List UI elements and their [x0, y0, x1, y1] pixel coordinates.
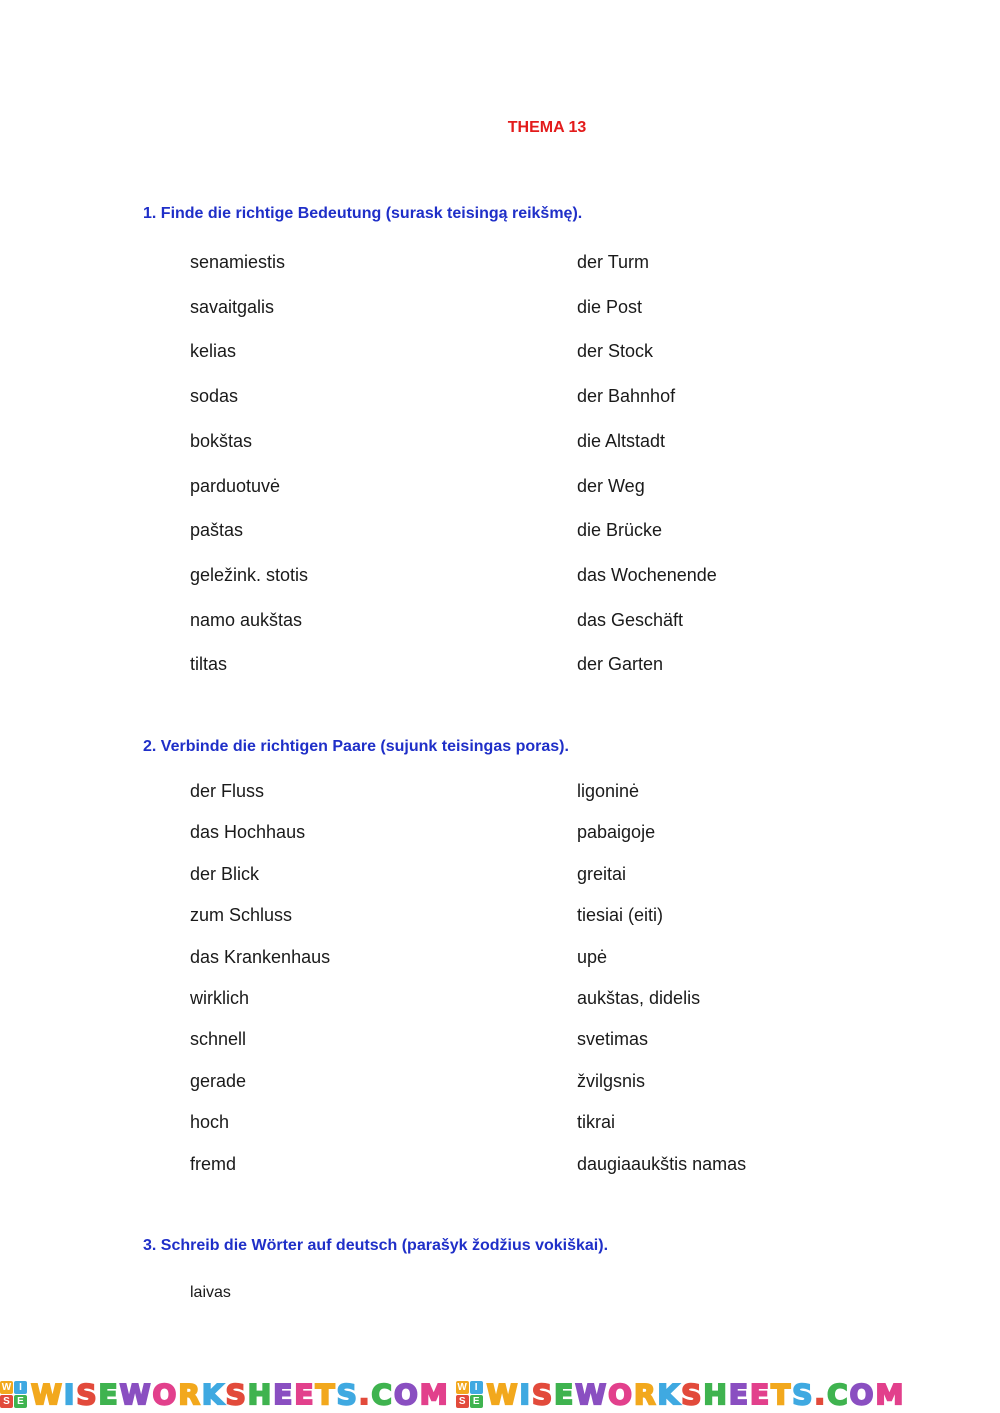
left-word: das Hochhaus	[190, 822, 306, 843]
left-word: zum Schluss	[190, 905, 293, 926]
wordmark-letter: .	[814, 1378, 828, 1411]
wordmark-letter: E	[273, 1378, 295, 1411]
left-word: sodas	[190, 386, 239, 407]
wordmark-letter: S	[76, 1378, 99, 1411]
right-word: pabaigoje	[577, 822, 656, 843]
wordmark-letter: C	[827, 1378, 850, 1411]
word-pair-row	[0, 476, 1000, 500]
wordmark-letter: M	[419, 1378, 450, 1411]
worksheet-title: THEMA 13	[507, 119, 587, 136]
word-pair-row	[0, 781, 1000, 805]
wordmark-letter: S	[792, 1378, 815, 1411]
left-word: der Fluss	[190, 781, 265, 801]
right-word: svetimas	[577, 1029, 649, 1050]
brand-wordmark	[31, 1378, 450, 1411]
word-pair-row	[0, 565, 1000, 589]
left-word: fremd	[190, 1153, 237, 1174]
left-word: senamiestis	[190, 252, 286, 272]
section-1-heading: 1. Finde die richtige Bedeutung (surask teisingą reikšmę).	[143, 205, 583, 222]
word-pair-row	[0, 386, 1000, 410]
right-word: žvilgsnis	[577, 1070, 646, 1091]
right-word: der Weg	[577, 475, 645, 496]
right-word: die Brücke	[577, 520, 663, 541]
logo-letter: S	[456, 1395, 469, 1408]
right-word: die Altstadt	[577, 430, 666, 451]
word-pair-row	[0, 1071, 1000, 1095]
wordmark-letter: O	[393, 1378, 420, 1411]
wordmark-letter: E	[554, 1378, 576, 1411]
wordmark-letter: T	[771, 1378, 793, 1411]
left-word: parduotuvė	[190, 475, 281, 496]
word-pair-row	[0, 1112, 1000, 1136]
wordmark-letter: E	[750, 1378, 772, 1411]
left-word: wirklich	[190, 988, 250, 1008]
wordmark-letter: W	[486, 1378, 520, 1411]
logo-letter: I	[14, 1381, 27, 1394]
word-pair-row	[0, 947, 1000, 971]
wordmark-letter: .	[358, 1378, 372, 1411]
right-word: greitai	[577, 863, 627, 884]
word-pair-row	[0, 988, 1000, 1012]
wordmark-letter: E	[98, 1378, 120, 1411]
right-word: der Garten	[577, 654, 664, 675]
right-word: aukštas, didelis	[577, 988, 701, 1008]
left-word: paštas	[190, 520, 244, 541]
brand-logo	[0, 1378, 450, 1411]
word-pair-row	[0, 341, 1000, 365]
footer-watermark	[0, 1376, 1000, 1413]
wordmark-letter: I	[63, 1378, 77, 1411]
left-word: namo aukštas	[190, 609, 303, 630]
left-word: bokštas	[190, 430, 253, 451]
wordmark-letter: W	[119, 1378, 153, 1411]
word-pair-row	[0, 252, 1000, 276]
logo-letter: E	[470, 1395, 483, 1408]
wise-logo-icon	[0, 1381, 27, 1408]
word-pair-row	[0, 1029, 1000, 1053]
word-pair-row	[0, 520, 1000, 544]
wordmark-letter: I	[519, 1378, 532, 1411]
left-word: savaitgalis	[190, 296, 275, 317]
left-word: kelias	[190, 341, 237, 362]
wordmark-letter: S	[336, 1378, 359, 1411]
logo-letter: W	[1, 1382, 12, 1393]
wordmark-letter: K	[201, 1378, 226, 1411]
section-2-heading: 2. Verbinde die richtigen Paare (sujunk teisingas poras).	[143, 738, 569, 755]
word-pair-row	[0, 297, 1000, 321]
right-word: tiesiai (eiti)	[577, 905, 664, 926]
section-3-word: laivas	[190, 1284, 231, 1301]
wise-logo-icon	[456, 1381, 483, 1408]
wordmark-letter: M	[875, 1378, 906, 1411]
right-word: daugiaaukštis namas	[577, 1153, 747, 1174]
right-word: tikrai	[577, 1112, 616, 1133]
wordmark-letter: W	[31, 1378, 64, 1411]
right-word: upė	[577, 946, 608, 967]
right-word: der Bahnhof	[577, 386, 676, 407]
word-pair-row	[0, 431, 1000, 455]
word-pair-row	[0, 864, 1000, 888]
logo-letter: E	[14, 1395, 27, 1408]
brand-wordmark	[487, 1378, 906, 1411]
wordmark-letter: O	[608, 1378, 634, 1411]
wordmark-letter: R	[633, 1378, 658, 1411]
wordmark-letter: C	[371, 1378, 394, 1411]
left-word: geležink. stotis	[190, 564, 309, 585]
logo-letter: I	[470, 1381, 483, 1394]
word-pair-row	[0, 1154, 1000, 1178]
wordmark-letter: S	[681, 1378, 704, 1411]
wordmark-letter: O	[849, 1378, 876, 1411]
word-pair-row	[0, 822, 1000, 846]
word-pair-row	[0, 905, 1000, 929]
word-pair-row	[0, 610, 1000, 634]
section-3-heading: 3. Schreib die Wörter auf deutsch (parašyk žodžius vokiškai).	[143, 1237, 609, 1254]
word-pair-row	[0, 654, 1000, 678]
logo-letter: W	[457, 1382, 467, 1393]
wordmark-letter: S	[225, 1378, 248, 1411]
left-word: der Blick	[190, 863, 260, 884]
right-word: der Stock	[577, 341, 654, 362]
wordmark-letter: O	[152, 1378, 179, 1411]
right-word: das Geschäft	[577, 609, 684, 630]
wordmark-letter: R	[178, 1378, 202, 1411]
right-word: die Post	[577, 296, 643, 317]
right-word: ligoninė	[577, 781, 640, 801]
wordmark-letter: E	[728, 1378, 750, 1411]
left-word: tiltas	[190, 654, 228, 675]
logo-letter: S	[0, 1395, 13, 1408]
left-word: hoch	[190, 1112, 230, 1133]
wordmark-letter: W	[575, 1378, 609, 1411]
right-word: das Wochenende	[577, 564, 717, 585]
wordmark-letter: E	[294, 1378, 316, 1411]
wordmark-letter: H	[247, 1378, 274, 1411]
right-word: der Turm	[577, 252, 650, 272]
left-word: gerade	[190, 1070, 247, 1091]
left-word: schnell	[190, 1029, 247, 1050]
brand-logo	[456, 1378, 906, 1411]
wordmark-letter: H	[703, 1378, 729, 1411]
wordmark-letter: K	[657, 1378, 682, 1411]
left-word: das Krankenhaus	[190, 946, 331, 967]
wordmark-letter: T	[315, 1378, 337, 1411]
wordmark-letter: S	[531, 1378, 555, 1411]
